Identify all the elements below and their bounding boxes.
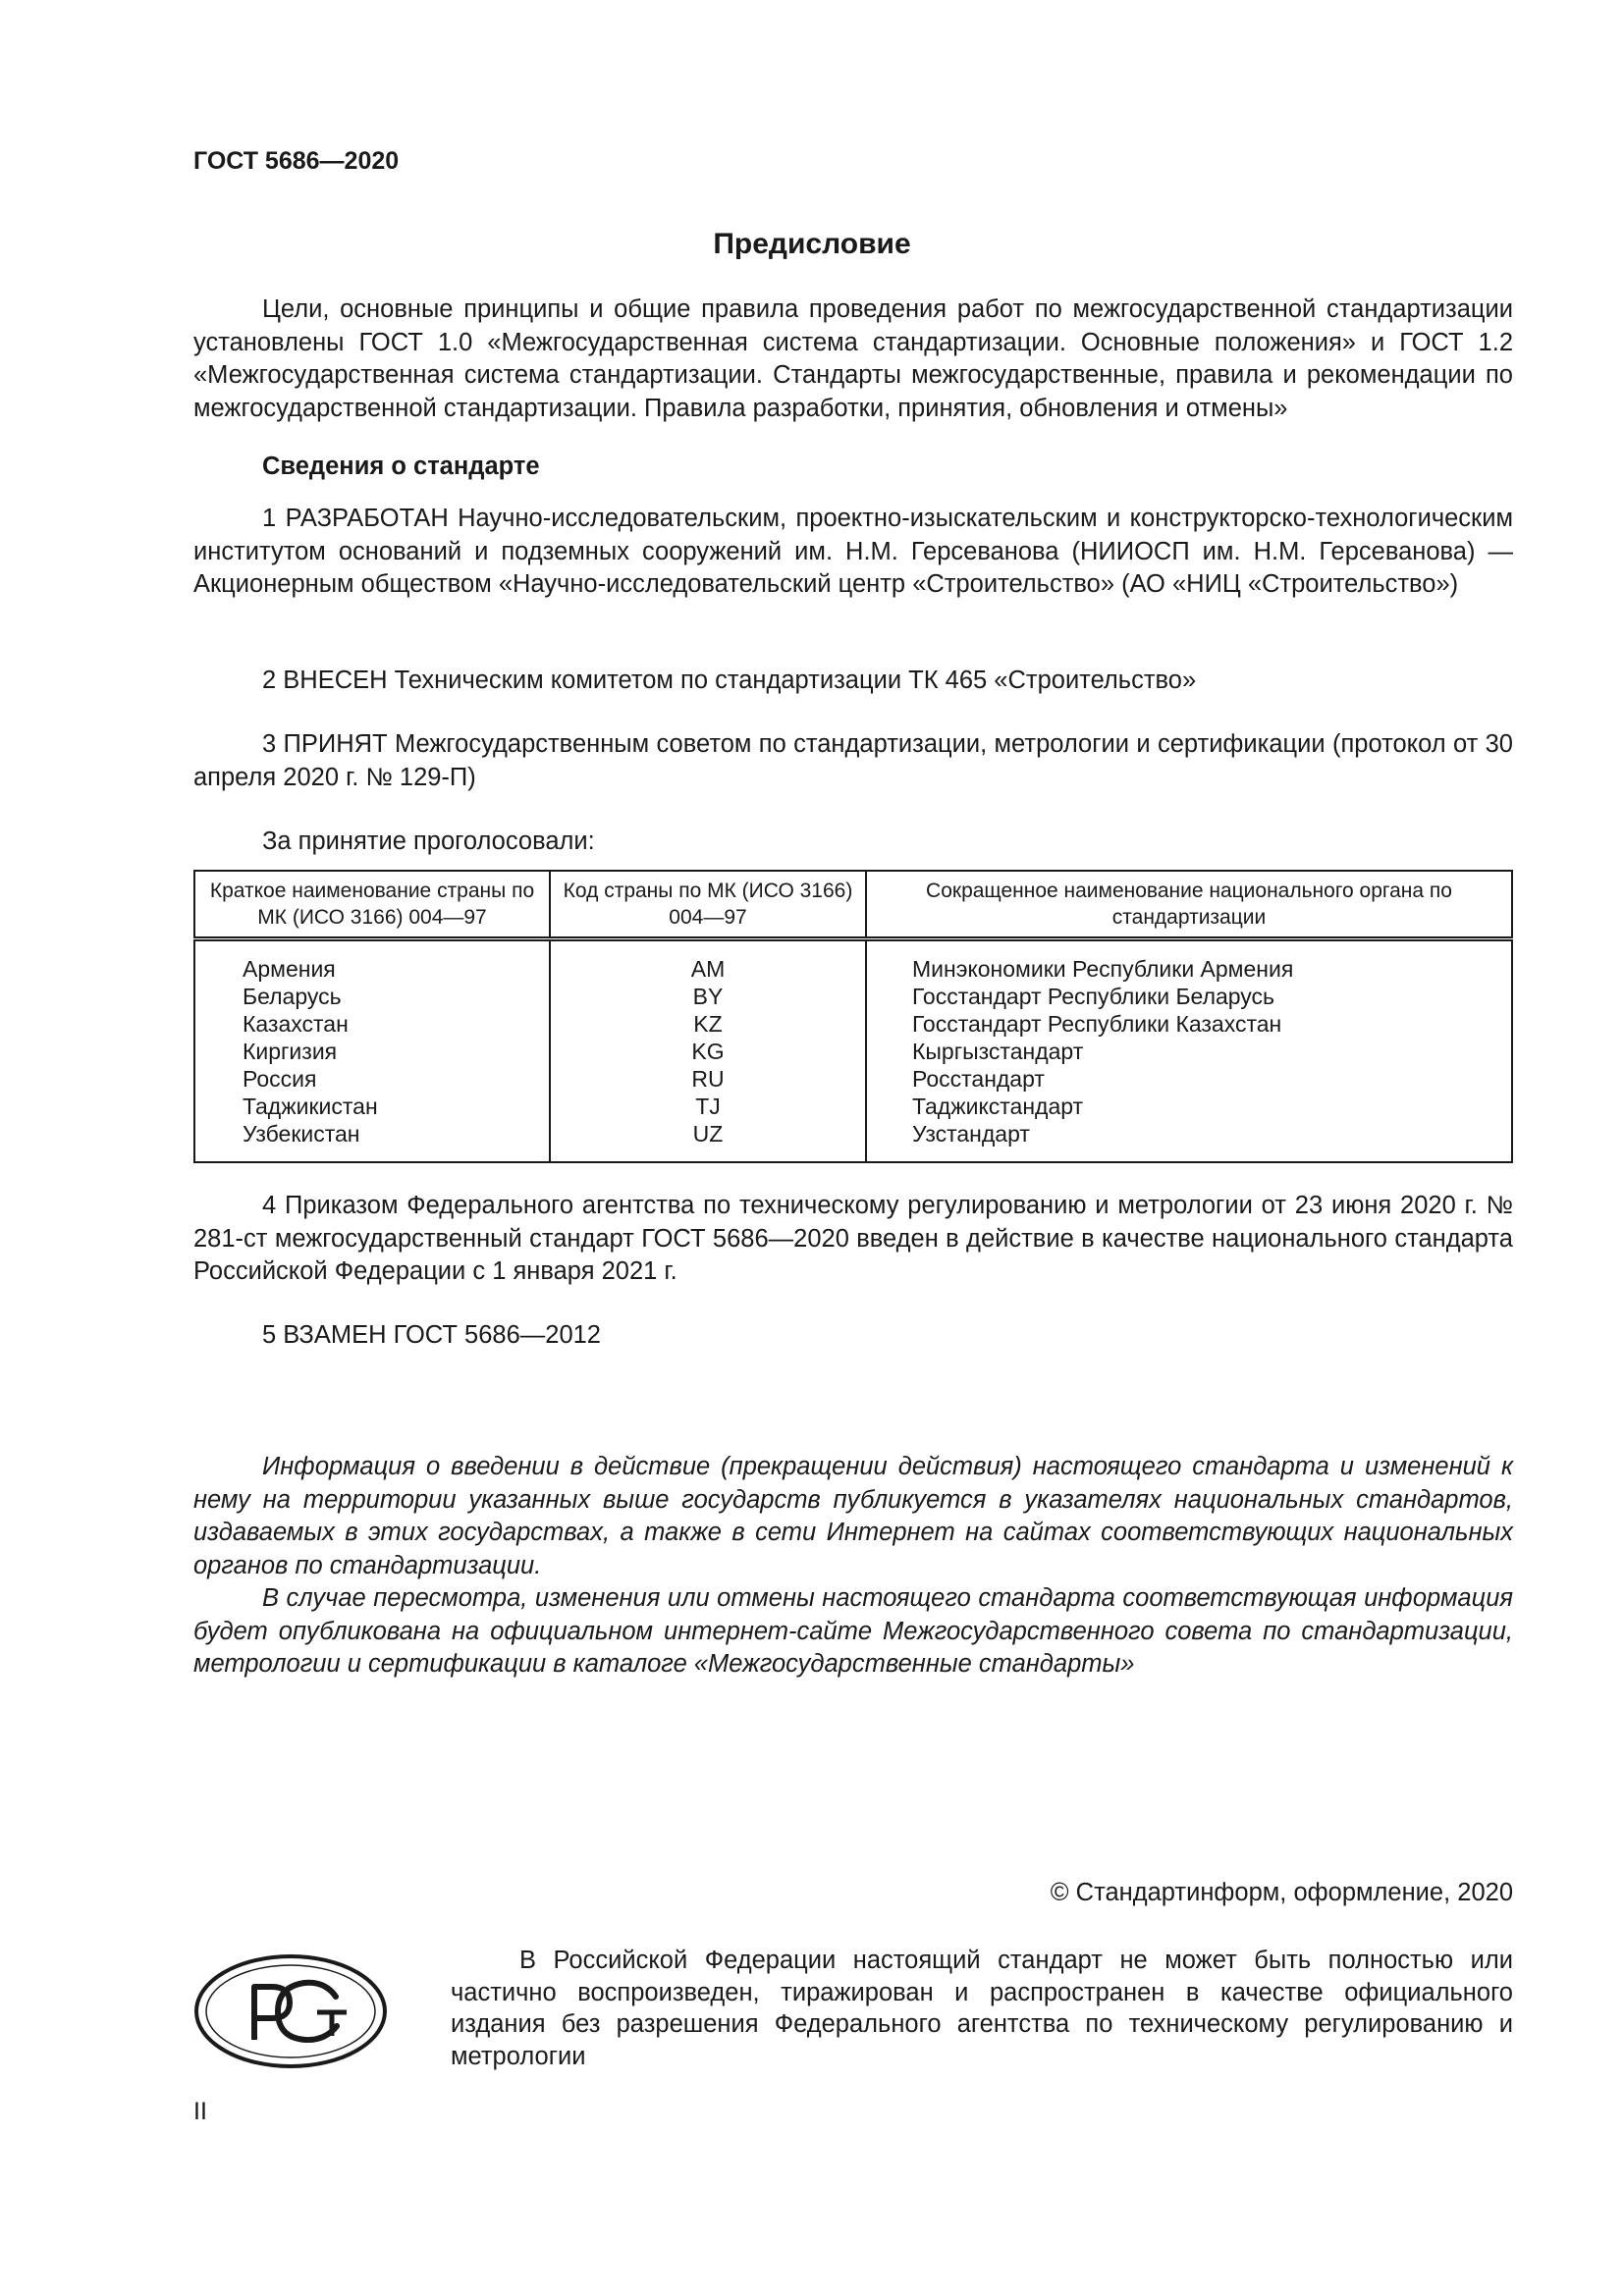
document-code: ГОСТ 5686—2020 [193,147,400,175]
country-code: KZ [550,1010,866,1038]
item-developed: 1 РАЗРАБОТАН Научно-исследовательским, проектно-изыскательским и конструкторско-технологическим институтом оснований и подземных сооружений им. Н.М. Герсеванова (НИИОСП им. Н.М. Герсеванова) — Акционерным обществом «Научно-исследовательский центр «Строительство» (АО «НИЦ «Строительство») [193,505,1513,598]
legal-notice [451,1945,1513,2072]
voted-label: За принятие проголосовали: [262,828,595,855]
item-replaces: 5 ВЗАМЕН ГОСТ 5686—2012 [262,1321,601,1349]
item-introduced: 2 ВНЕСЕН Техническим комитетом по стандартизации ТК 465 «Строительство» [262,667,1197,694]
info-notice-paragraph-2: В случае пересмотра, изменения или отмены настоящего стандарта соответствующая информация будет опубликована на официальном интернет-сайте Межгосударственного совета по стандартизации, метрологии и сертификации в каталоге «Межгосударственные стандарты» [193,1584,1513,1678]
country-code: TJ [550,1093,866,1120]
table-header-country: Краткое наименование страны по МК (ИСО 3166) 004—97 [194,871,550,939]
country-name: Казахстан [194,1010,550,1038]
standards-body: Таджикстандарт [866,1093,1512,1120]
country-name: Россия [194,1065,550,1093]
country-name: Узбекистан [194,1120,550,1162]
table-row [194,1038,1512,1065]
page-title: Предисловие [713,228,911,260]
country-code: RU [550,1065,866,1093]
standards-body: Минэкономики Республики Армения [866,939,1512,984]
copyright-line: © Стандартинформ, оформление, 2020 [1050,1879,1513,1906]
info-notice-paragraph-1: Информация о введении в действие (прекращении действия) настоящего стандарта и изменений к нему на территории указанных выше государств публикуется в указателях национальных стандартов, издаваемых в этих государствах, а также в сети Интернет на сайтах соответствующих национальных органов по стандартизации. [193,1453,1513,1579]
country-code: AM [550,939,866,984]
table-row [194,1120,1512,1162]
standards-body: Госстандарт Республики Казахстан [866,1010,1512,1038]
legal-notice-text: В Российской Федерации настоящий стандарт не может быть полностью или частично воспроизведен, тиражирован и распространен в качестве официального издания без разрешения Федерального агентства по техническому регулированию и метрологии [451,1947,1513,2070]
standards-body: Госстандарт Республики Беларусь [866,983,1512,1010]
country-name: Беларусь [194,983,550,1010]
item-enacted: 4 Приказом Федерального агентства по техническому регулированию и метрологии от 23 июня 2020 г. № 281-ст межгосударственный стандарт ГОСТ 5686—2020 введен в действие в качестве национального стандарта Российской Федерации с 1 января 2021 г. [193,1192,1513,1285]
table-row [194,939,1512,984]
rst-certification-mark-icon [193,1953,388,2069]
table-row [194,983,1512,1010]
table-row [194,1093,1512,1120]
table-row [194,1010,1512,1038]
country-name: Киргизия [194,1038,550,1065]
table-header-body: Сокращенное наименование национального органа по стандартизации [866,871,1512,939]
country-name: Армения [194,939,550,984]
table-header-row [194,871,1512,939]
table-row [194,1065,1512,1093]
standards-body: Кыргызстандарт [866,1038,1512,1065]
country-code: KG [550,1038,866,1065]
item-adopted: 3 ПРИНЯТ Межгосударственным советом по стандартизации, метрологии и сертификации (протокол от 30 апреля 2020 г. № 129-П) [193,730,1513,791]
country-code: UZ [550,1120,866,1162]
table-header-code: Код страны по МК (ИСО 3166) 004—97 [550,871,866,939]
standards-body: Узстандарт [866,1120,1512,1162]
page-number: II [193,2098,207,2125]
info-notice [193,1451,1513,1682]
country-name: Таджикистан [194,1093,550,1120]
country-code: BY [550,983,866,1010]
standards-body: Росстандарт [866,1065,1512,1093]
voting-table [193,870,1513,1163]
intro-paragraph: Цели, основные принципы и общие правила проведения работ по межгосударственной стандартизации установлены ГОСТ 1.0 «Межгосударственная система стандартизации. Основные положения» и ГОСТ 1.2 «Межгосударственная система стандартизации. Стандарты межгосударственные, правила и рекомендации по межгосударственной стандартизации. Правила разработки, принятия, обновления и отмены» [193,295,1513,422]
info-heading: Сведения о стандарте [262,453,540,480]
